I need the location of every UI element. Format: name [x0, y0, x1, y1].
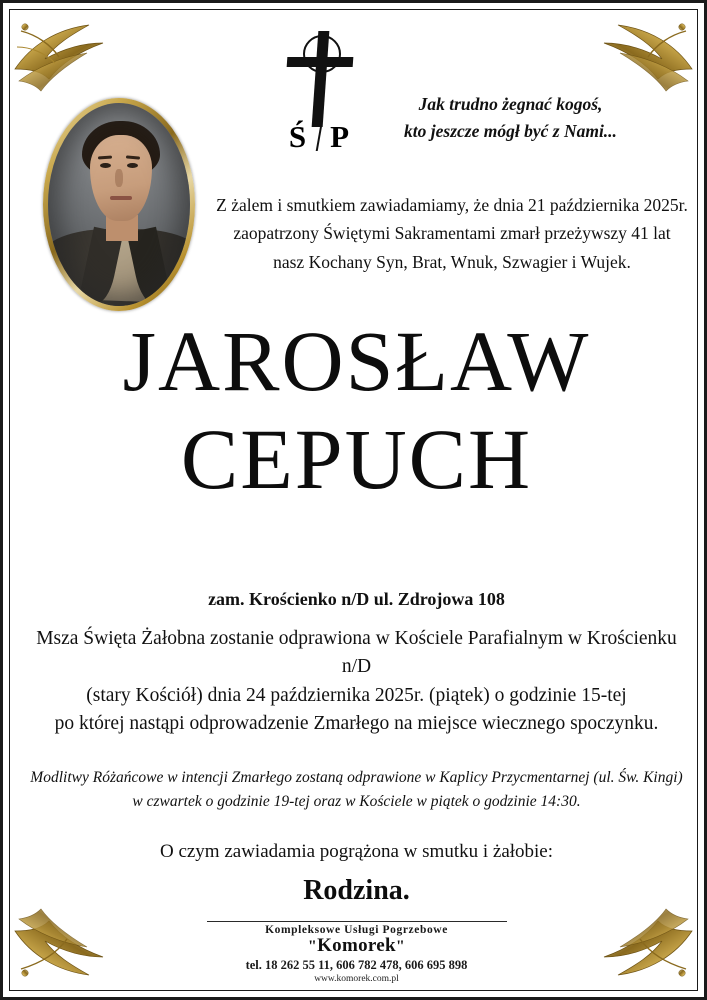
deceased-name — [3, 313, 707, 508]
initial-p: P — [330, 119, 352, 154]
initials-divider — [316, 125, 323, 151]
quote-line-2: kto jeszcze mógł być z Nami... — [404, 120, 617, 141]
footer-company-name: Komorek — [317, 935, 396, 956]
mass-line-1: Msza Święta Żałobna zostanie odprawiona w Kościele Parafialnym w Krościenku n/D — [36, 628, 677, 678]
footer-website: www.komorek.com.pl — [314, 974, 399, 984]
portrait-frame — [43, 98, 195, 311]
announced-by-family: Rodzina. — [303, 875, 410, 906]
footer-phones: tel. 18 262 55 11, 606 782 478, 606 695 898 — [245, 958, 468, 972]
deceased-first-name: JAROSŁAW — [122, 313, 591, 409]
quote-line-1: Jak trudno żegnać kogoś, — [418, 94, 603, 114]
initial-s: Ś — [288, 119, 309, 154]
footer-company — [3, 935, 707, 957]
funeral-home-footer — [3, 921, 707, 984]
rosary-line-1: Modlitwy Różańcowe w intencji Zmarłego zostaną odprawione w Kaplicy Przycmentarnej (ul. Św. Kingi) — [30, 769, 683, 786]
photo-vignette — [48, 103, 190, 306]
mass-line-3: po której nastąpi odprowadzenie Zmarłego na miejsce wiecznego spoczynku. — [54, 713, 659, 735]
footer-quote-open: " — [307, 938, 318, 955]
cross-horizontal-bar — [287, 57, 354, 67]
rosary-line-2: w czwartek o godzinie 19-tej oraz w Kościele w piątek o godzinie 14:30. — [132, 793, 581, 811]
deceased-last-name: CEPUCH — [180, 411, 533, 508]
funeral-mass-info — [27, 625, 686, 739]
footer-services: Kompleksowe Usługi Pogrzebowe — [265, 924, 448, 936]
footer-quote-close: " — [395, 938, 406, 955]
mass-line-2: (stary Kościół) dnia 24 października 2025r. (piątek) o godzinie 15-tej — [86, 684, 627, 706]
deceased-address: zam. Krościenko n/D ul. Zdrojowa 108 — [208, 589, 505, 609]
rosary-prayer-info — [27, 766, 686, 814]
announcement-intro — [213, 191, 691, 276]
memorial-quote — [333, 91, 688, 144]
footer-divider — [207, 921, 507, 922]
announced-by-text: O czym zawiadamia pogrążona w smutku i żałobie: — [159, 841, 554, 862]
portrait-photo — [48, 103, 190, 306]
intro-line-1: Z żalem i smutkiem zawiadamiamy, że dnia 21 października 2025r. — [216, 195, 688, 215]
intro-line-2: zaopatrzony Świętymi Sakramentami zmarł przeżywszy 41 lat — [233, 223, 671, 244]
intro-line-3: nasz Kochany Syn, Brat, Wnuk, Szwagier i Wujek. — [273, 251, 631, 272]
